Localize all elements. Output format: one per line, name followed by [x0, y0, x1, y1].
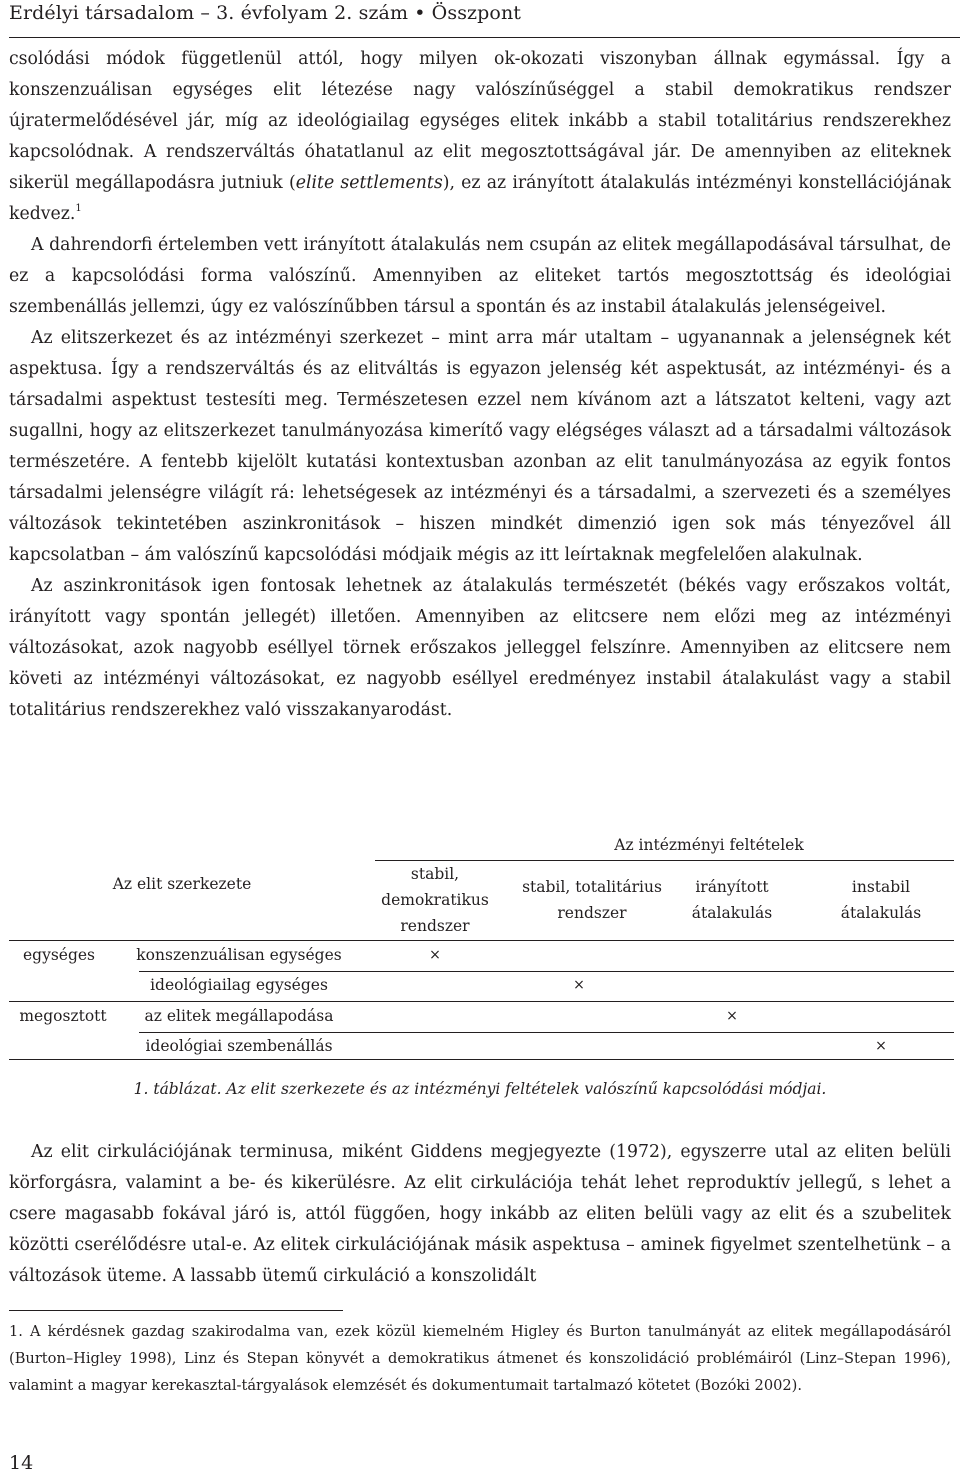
- paragraph-1-text-a: csolódási módok függetlenül attól, hogy milyen ok-okozati viszonyban állnak egymással. Így a konszenzuálisan egységes elit létezése nagy valószínűséggel a stabil demokratikus rendszer újratermelődésével jár, míg az ideológiailag egységes elitek inkább a stabil totalitárius rendszerekhez kapcsolódnak. A rendszerváltás óhatatlanul az elit megosztottságával jár. De amennyiben az eliteknek sikerül megállapodásra jutniuk (: [9, 49, 951, 193]
- paragraph-1: [9, 44, 951, 230]
- table-group-megosztott: megosztott: [19, 1007, 107, 1025]
- table-row-2-rule: [9, 1001, 954, 1002]
- col3-line-1: irányított: [695, 878, 769, 896]
- table-row-2-label: ideológiailag egységes: [150, 976, 328, 994]
- body-text-bottom: [9, 1137, 951, 1292]
- paragraph-1-italic: elite settlements: [295, 173, 443, 193]
- footnote-rule: [9, 1310, 343, 1311]
- paragraph-4: Az aszinkronitások igen fontosak lehetnek az átalakulás természetét (békés vagy erőszakos voltát, irányított vagy spontán jellegét) illetően. Amennyiben az elitcsere nem előzi meg az intézményi változásokat, azok nagyobb eséllyel törnek erőszakos jelleggel felszínre. Amennyiben az elitcsere nem követi az intézményi változásokat, ez nagyobb eséllyel eredményez instabil átalakulást vagy a stabil totalitárius rendszerekhez való visszakanyarodást.: [9, 576, 951, 720]
- table-row-1-label: konszenzuálisan egységes: [136, 946, 342, 964]
- table-caption: 1. táblázat. Az elit szerkezete és az intézményi feltételek valószínű kapcsolódási módjai.: [133, 1080, 827, 1098]
- table-bottom-rule: [9, 1059, 954, 1060]
- col1-line-3: rendszer: [400, 917, 470, 935]
- table-row-4-label: ideológiai szembenállás: [145, 1037, 333, 1055]
- col4-line-2: átalakulás: [840, 904, 922, 922]
- paragraph-3: Az elitszerkezet és az intézményi szerkezet – mint arra már utaltam – ugyanannak a jelenségnek két aspektusa. Így a rendszerváltás és az elitváltás is egyazon jelenség két aspektusát, az intézményi- és a társadalmi aspektust testesíti meg. Természetesen ezzel nem kívánom azt a látszatot kelteni, vagy azt sugallni, hogy az elitszerkezet tanulmányozása kimerítő vagy elégséges választ ad a társadalmi változások természetére. A fentebb kijelölt kutatási kontextusban azonban az elit tanulmányozása az egyik fontos társadalmi jelenségre világít rá: lehetségesek az intézményi és a társadalmi, a szervezeti és a személyes változások tekintetében aszinkronitások – hiszen mindkét dimenzió igen sok más tényezővel áll kapcsolatban – ám valószínű kapcsolódási módjaik mégis az itt leírtaknak megfelelően alakulnak.: [9, 328, 951, 565]
- col1-line-1: stabil,: [410, 865, 460, 883]
- col1-line-2: demokratikus: [381, 891, 489, 909]
- header-rule: [9, 37, 960, 38]
- footnote-1: [9, 1318, 951, 1399]
- table-row-4-mark: ×: [875, 1038, 887, 1054]
- table-row-3-mark: ×: [726, 1008, 738, 1024]
- elite-structure-table: [9, 828, 954, 1060]
- col2-line-1: stabil, totalitárius: [522, 878, 662, 896]
- running-header: Erdélyi társadalom – 3. évfolyam 2. szám • Összpont: [9, 2, 522, 24]
- footnote-ref-1[interactable]: 1: [75, 203, 82, 214]
- col3-line-2: átalakulás: [691, 904, 773, 922]
- table-header-rule: [9, 940, 954, 941]
- col2-line-2: rendszer: [557, 904, 627, 922]
- table-col-header-1: [365, 861, 505, 939]
- table-row-header: Az elit szerkezete: [112, 875, 252, 893]
- paragraph-1-text-b: ), ez az irányított átalakulás intézményi konstellációjának kedvez.: [9, 173, 951, 224]
- page-number: 14: [9, 1452, 34, 1474]
- table-group-header: Az intézményi feltételek: [614, 836, 804, 854]
- body-text-top: [9, 44, 951, 726]
- paragraph-5: Az elit cirkulációjának terminusa, miként Giddens megjegyezte (1972), egyszerre utal az eliten belüli körforgásra, valamint a be- és kikerülésre. Az elit cirkulációja tehát lehet reproduktív jellegű, s lehet a csere magasabb fokával járó is, attól függően, hogy inkább az eliten belüli vagy az elit és a szubelitek közötti cserélődésre utal-e. Az elitek cirkulációjának másik aspektusa – aminek figyelmet szentelhetünk – a változások üteme. A lassabb ütemű cirkuláció a konszolidált: [9, 1142, 951, 1286]
- paragraph-2: A dahrendorfi értelemben vett irányított átalakulás nem csupán az elitek megállapodásával társulhat, de ez a kapcsolódási forma valószínű. Amennyiben az eliteket tartós megosztottság és ideológiai szembenállás jellemzi, úgy ez valószínűbben társul a spontán és az instabil átalakulás jelenségeivel.: [9, 235, 951, 317]
- footnote-1-text: 1. A kérdésnek gazdag szakirodalma van, ezek közül kiemelném Higley és Burton tanulmányát az elitek megállapodásáról (Burton–Higley 1998), Linz és Stepan könyvét a demokratikus átmenet és konszolidáció problémáiról (Linz–Stepan 1996), valamint a magyar kerekasztal-tárgyalások elemzését és dokumentumait tartalmazó kötetet (Bozóki 2002).: [9, 1323, 951, 1394]
- col4-line-1: instabil: [851, 878, 911, 896]
- table-row-2-mark: ×: [573, 977, 585, 993]
- table-col-header-4: [821, 874, 941, 926]
- table-col-header-3: [672, 874, 792, 926]
- table-row-3-label: az elitek megállapodása: [144, 1007, 334, 1025]
- table-row-1-mark: ×: [429, 947, 441, 963]
- table-group-egyseges: egységes: [22, 946, 96, 964]
- table-col-header-2: [502, 874, 682, 926]
